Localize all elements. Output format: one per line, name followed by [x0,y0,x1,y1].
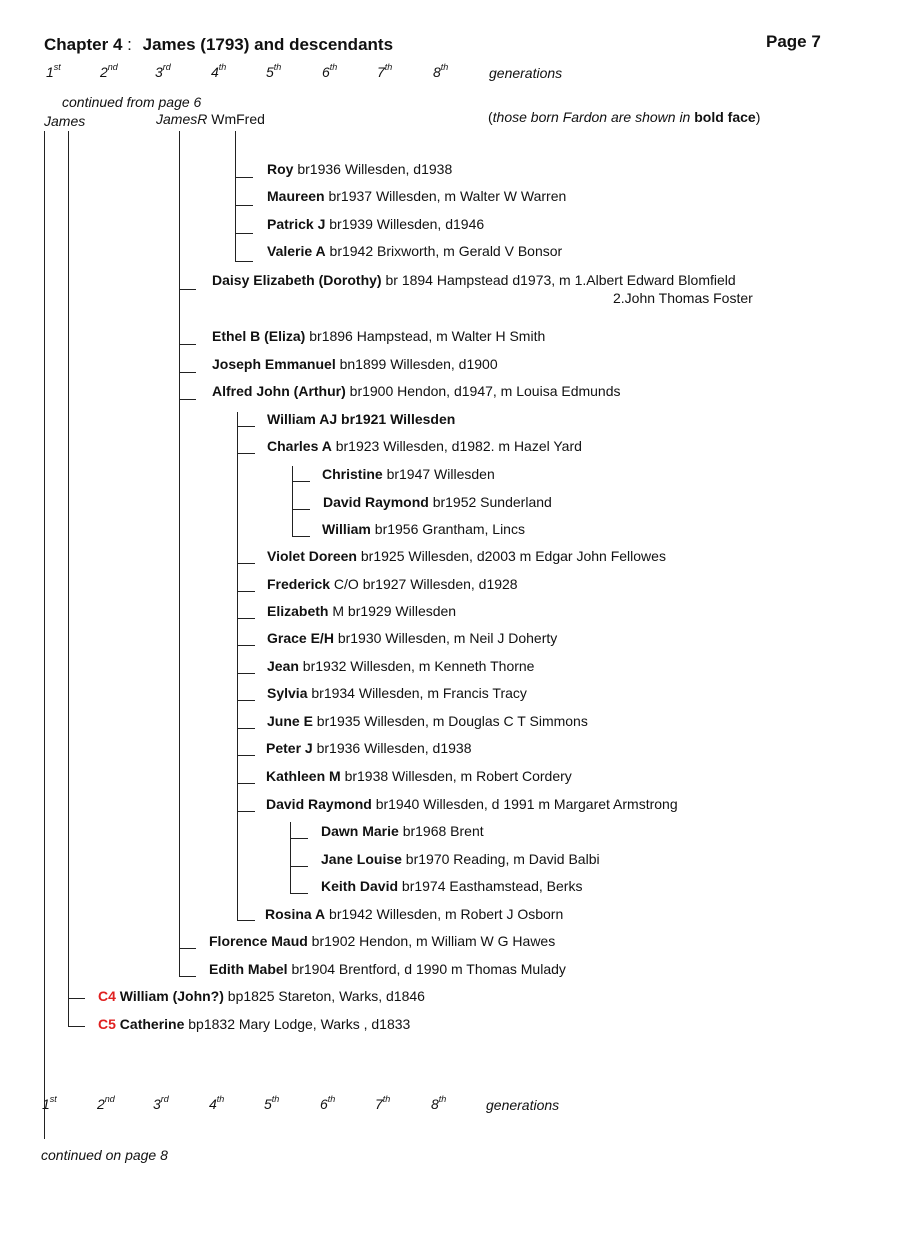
branch [237,618,255,619]
branch [290,866,308,867]
person-entry: Violet Doreen br1925 Willesden, d2003 m Edgar John Fellowes [267,548,666,564]
branch [237,426,255,427]
branch [235,205,253,206]
generation-4: 4th [211,62,227,80]
tree-line-gen1 [44,131,45,1139]
person-entry: Sylvia br1934 Willesden, m Francis Tracy [267,685,527,701]
person-entry: Grace E/H br1930 Willesden, m Neil J Doherty [267,630,558,646]
chapter-code: C4 [98,988,116,1004]
person-entry: Patrick J br1939 Willesden, d1946 [267,216,485,232]
generation-4: 4th [209,1094,225,1112]
branch [237,728,255,729]
ancestor-james: James [44,113,86,129]
branch [237,563,255,564]
generation-5: 5th [266,62,282,80]
person-entry: Charles A br1923 Willesden, d1982. m Hazel Yard [267,438,582,454]
branch [292,509,310,510]
ancestor-wmfred: WmFred [211,111,265,127]
branch [290,893,308,894]
branch [179,976,196,977]
person-entry: Jean br1932 Willesden, m Kenneth Thorne [267,658,535,674]
chapter-heading [44,35,393,55]
generation-3: 3rd [155,62,171,80]
generations-label: generations [489,65,563,81]
ancestor-line [156,111,265,127]
person-entry: Joseph Emmanuel bn1899 Willesden, d1900 [212,356,498,372]
person-entry: June E br1935 Willesden, m Douglas C T Simmons [267,713,588,729]
person-entry: C4 William (John?) bp1825 Stareton, Warks, d1846 [98,988,425,1004]
branch [237,700,255,701]
generation-6: 6th [322,62,338,80]
branch [292,536,310,537]
person-entry: Elizabeth M br1929 Willesden [267,603,457,619]
branch [179,289,196,290]
person-entry: Valerie A br1942 Brixworth, m Gerald V Bonsor [267,243,563,259]
person-entry: Kathleen M br1938 Willesden, m Robert Cordery [266,768,572,784]
branch [237,920,255,921]
chapter-title: James (1793) and descendants [142,35,394,54]
branch [292,481,310,482]
generation-7: 7th [377,62,393,80]
person-entry: Rosina A br1942 Willesden, m Robert J Osborn [265,906,564,922]
generation-8: 8th [433,62,449,80]
branch-c5 [68,1026,85,1027]
person-entry: Daisy Elizabeth (Dorothy) br 1894 Hampstead d1973, m 1.Albert Edward Blomfield [212,272,736,288]
branch [235,261,253,262]
generation-7: 7th [375,1094,391,1112]
person-entry: William AJ br1921 Willesden [267,411,456,427]
generation-2: 2nd [97,1094,115,1112]
tree-line-alfred [237,412,238,920]
person-entry: David Raymond br1940 Willesden, d 1991 m Margaret Armstrong [266,796,678,812]
person-entry: Maureen br1937 Willesden, m Walter W Warren [267,188,567,204]
legend-note: (those born Fardon are shown in bold face) [488,109,761,125]
person-entry: David Raymond br1952 Sunderland [323,494,552,510]
person-entry: Florence Maud br1902 Hendon, m William W G Hawes [209,933,556,949]
branch [179,344,196,345]
branch [237,453,255,454]
branch-c4 [68,998,85,999]
branch [235,177,253,178]
generation-5: 5th [264,1094,280,1112]
tree-line-gen3 [179,131,180,976]
person-entry: Frederick C/O br1927 Willesden, d1928 [267,576,518,592]
branch [237,755,255,756]
person-entry: C5 Catherine bp1832 Mary Lodge, Warks , d1833 [98,1016,411,1032]
generation-1: 1st [46,62,61,80]
chapter-label: Chapter 4 [44,35,123,54]
chapter-colon: : [127,35,132,54]
person-entry: Peter J br1936 Willesden, d1938 [266,740,472,756]
person-entry: William br1956 Grantham, Lincs [322,521,525,537]
generation-1: 1st [42,1094,57,1112]
tree-line-wmfred [235,131,236,261]
branch [179,948,196,949]
person-entry: Christine br1947 Willesden [322,466,495,482]
branch [237,783,255,784]
branch [237,811,255,812]
person-entry: Alfred John (Arthur) br1900 Hendon, d1947, m Louisa Edmunds [212,383,621,399]
generation-3: 3rd [153,1094,169,1112]
person-entry: Keith David br1974 Easthamstead, Berks [321,878,583,894]
ancestor-jamesr: JamesR [156,111,208,127]
person-entry: Dawn Marie br1968 Brent [321,823,484,839]
branch [290,838,308,839]
generation-2: 2nd [100,62,118,80]
branch [237,673,255,674]
branch [235,233,253,234]
person-entry: Edith Mabel br1904 Brentford, d 1990 m Thomas Mulady [209,961,566,977]
tree-line-charles [292,466,293,537]
tree-line-david [290,822,291,893]
continued-on: continued on page 8 [41,1147,168,1163]
person-entry: Ethel B (Eliza) br1896 Hampstead, m Walter H Smith [212,328,546,344]
generations-label: generations [486,1097,560,1113]
branch [179,399,196,400]
chapter-code: C5 [98,1016,116,1032]
branch [237,591,255,592]
continued-from: continued from page 6 [62,94,202,110]
page-number: Page 7 [766,32,821,51]
branch [237,645,255,646]
person-entry: Roy br1936 Willesden, d1938 [267,161,453,177]
branch [179,372,196,373]
generation-8: 8th [431,1094,447,1112]
generation-6: 6th [320,1094,336,1112]
tree-line-gen2 [68,131,69,1027]
person-entry-second-marriage: 2.John Thomas Foster [613,290,753,306]
person-entry: Jane Louise br1970 Reading, m David Balbi [321,851,600,867]
